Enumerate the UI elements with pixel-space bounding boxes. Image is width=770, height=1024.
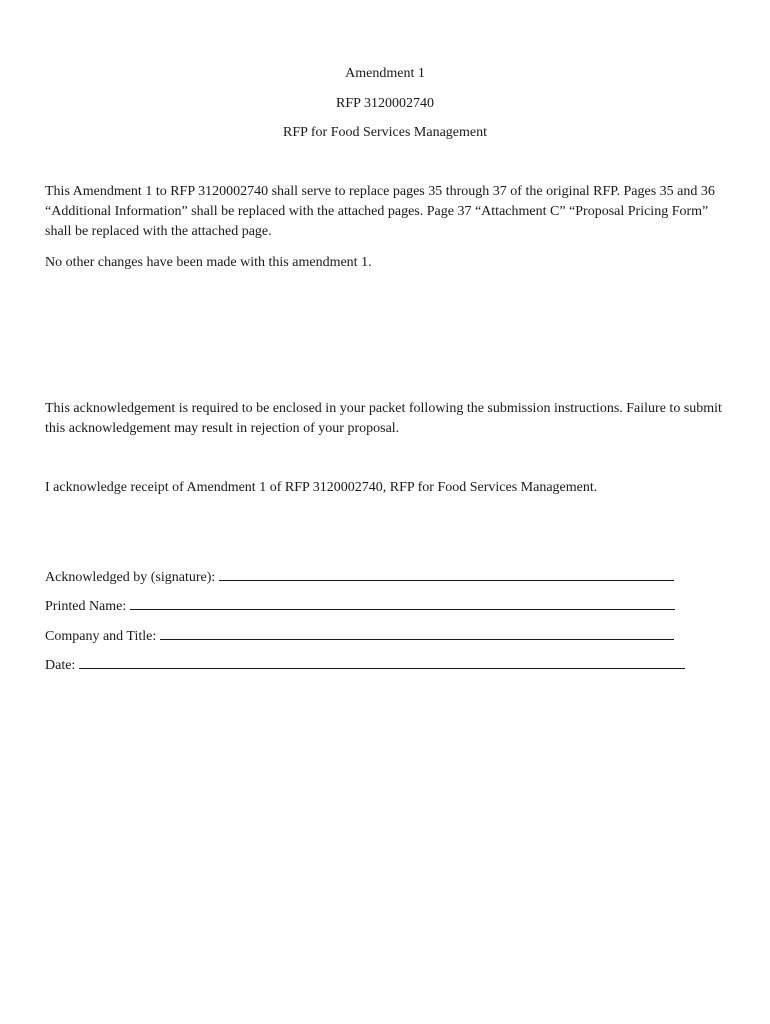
replacement-paragraph: This Amendment 1 to RFP 3120002740 shall serve to replace pages 35 through 37 of the original RFP. Pages 35 and 36 “Additional Information” shall be replaced with the attached pages. Page 37 “Attachment C” “Proposal Pricing Form” shall be replaced with the attached page.: [45, 184, 715, 239]
signature-line[interactable]: [219, 567, 674, 581]
date-field: [45, 655, 685, 675]
rfp-number-heading: RFP 3120002740: [336, 96, 434, 111]
company-title-label: Company and Title:: [45, 629, 157, 644]
date-line[interactable]: [79, 655, 685, 669]
company-title-field: [45, 626, 674, 646]
no-changes-paragraph: No other changes have been made with this amendment 1.: [45, 255, 372, 270]
company-title-line[interactable]: [160, 626, 674, 640]
acknowledgement-statement: I acknowledge receipt of Amendment 1 of RFP 3120002740, RFP for Food Services Management.: [45, 480, 598, 495]
signature-field: [45, 567, 674, 587]
printed-name-field: [45, 596, 675, 616]
printed-name-line[interactable]: [130, 596, 675, 610]
printed-name-label: Printed Name:: [45, 599, 127, 614]
date-label: Date:: [45, 658, 76, 673]
signature-label: Acknowledged by (signature):: [45, 570, 216, 585]
amendment-heading: Amendment 1: [345, 66, 425, 81]
acknowledgement-requirement-paragraph: This acknowledgement is required to be enclosed in your packet following the submission instructions. Failure to submit this acknowledgement may result in rejection of your proposal.: [45, 401, 722, 436]
rfp-title-heading: RFP for Food Services Management: [282, 125, 487, 140]
